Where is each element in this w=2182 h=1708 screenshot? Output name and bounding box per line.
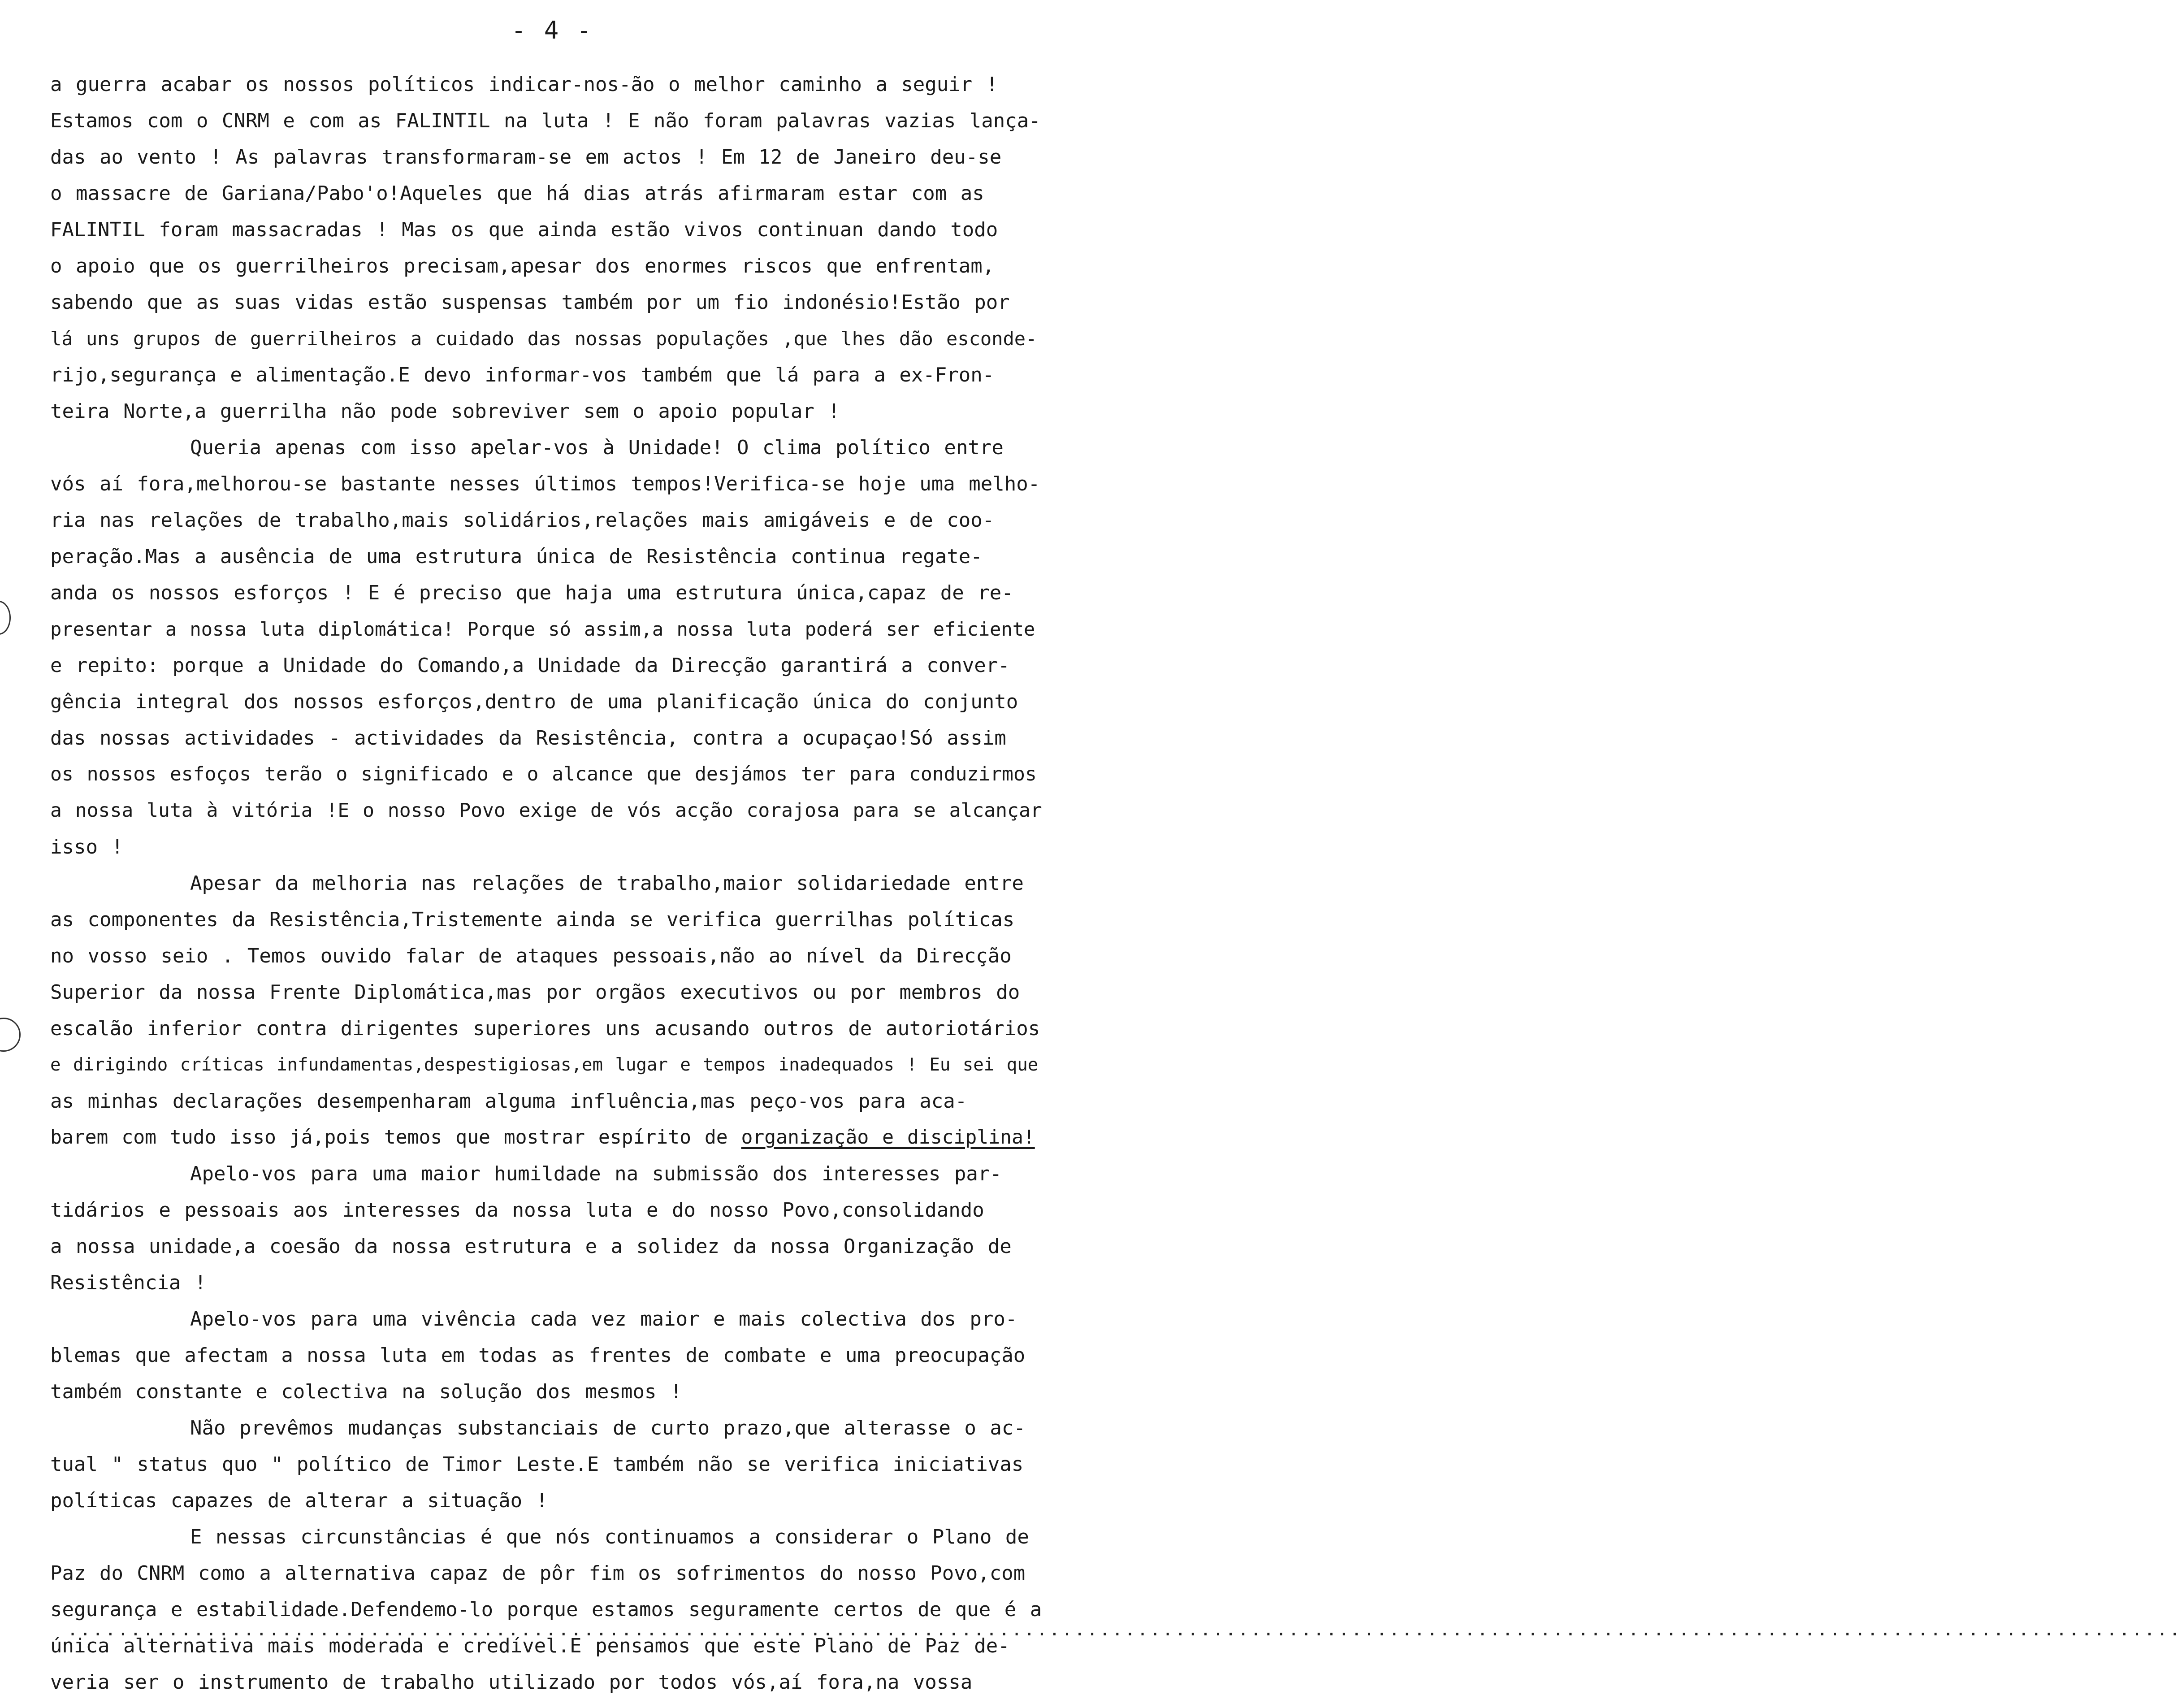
text-line-content: Superior da nossa Frente Diplomática,mas por orgãos executivos ou por membros do <box>50 981 1020 1004</box>
text-line-content: única alternativa mais moderada e credível.E pensamos que este Plano de Paz de- <box>50 1634 1010 1657</box>
text-line-content: e dirigindo críticas infundamentas,despestigiosas,em lugar e tempos inadequados ! Eu sei que <box>50 1055 1039 1075</box>
text-line-content: Apelo-vos para uma vivência cada vez maior e mais colectiva dos pro- <box>190 1308 1017 1331</box>
punch-hole-top <box>0 601 11 635</box>
text-line-content: vós aí fora,melhorou-se bastante nesses últimos tempos!Verifica-se hoje uma melho- <box>50 473 1040 495</box>
text-line <box>50 938 1045 974</box>
text-line-content: a nossa unidade,a coesão da nossa estrutura e a solidez da nossa Organização de <box>50 1235 1012 1258</box>
text-line-content: FALINTIL foram massacradas ! Mas os que ainda estão vivos continuan dando todo <box>50 218 998 241</box>
text-line-content: e repito: porque a Unidade do Comando,a Unidade da Direcção garantirá a conver- <box>50 654 1010 677</box>
text-line <box>50 1337 1045 1374</box>
text-line-content: presentar a nossa luta diplomática! Porque só assim,a nossa luta poderá ser eficiente <box>50 618 1035 640</box>
page-number: - 4 - <box>511 16 593 44</box>
text-line <box>50 756 1045 793</box>
text-line <box>50 1410 1045 1446</box>
text-line <box>50 1483 1045 1519</box>
text-line-content: blemas que afectam a nossa luta em todas as frentes de combate e uma preocupação <box>50 1344 1026 1367</box>
text-line <box>50 284 1045 321</box>
text-line <box>50 1047 1045 1083</box>
text-line-content: segurança e estabilidade.Defendemo-lo porque estamos seguramente certos de que é a <box>50 1598 1042 1621</box>
text-line-content: anda os nossos esforços ! E é preciso que haja uma estrutura única,capaz de re- <box>50 581 1013 604</box>
text-line <box>50 321 1045 357</box>
text-line <box>50 575 1045 611</box>
text-line <box>50 175 1045 212</box>
text-line-content: peração.Mas a ausência de uma estrutura única de Resistência continua regate- <box>50 545 983 568</box>
text-line <box>50 1374 1045 1410</box>
text-line <box>50 1119 1045 1156</box>
text-line <box>50 647 1045 684</box>
text-line-content: lá uns grupos de guerrilheiros a cuidado das nossas populações ,que lhes dão esconde- <box>50 328 1037 350</box>
text-line-content: Resistência ! <box>50 1271 207 1294</box>
text-line <box>50 1301 1045 1337</box>
text-line-content: o apoio que os guerrilheiros precisam,apesar dos enormes riscos que enfrentam, <box>50 255 995 277</box>
text-line <box>50 1083 1045 1119</box>
text-line-content: barem com tudo isso já,pois temos que mostrar espírito de <box>50 1126 741 1149</box>
text-line-content: Apesar da melhoria nas relações de trabalho,maior solidariedade entre <box>190 872 1024 895</box>
text-line-content: E nessas circunstâncias é que nós continuamos a considerar o Plano de <box>190 1526 1029 1548</box>
text-line-content: ria nas relações de trabalho,mais solidários,relações mais amigáveis e de coo- <box>50 509 995 532</box>
text-line-content: os nossos esfoços terão o significado e o alcance que desjámos ter para conduzirmos <box>50 763 1037 785</box>
text-line <box>50 248 1045 284</box>
text-line <box>50 66 1045 103</box>
text-line <box>50 502 1045 538</box>
text-line <box>50 974 1045 1010</box>
text-line <box>50 103 1045 139</box>
text-line <box>50 1664 1045 1700</box>
text-line-content: das ao vento ! As palavras transformaram-se em actos ! Em 12 de Janeiro deu-se <box>50 146 1002 169</box>
text-line-content: tidários e pessoais aos interesses da nossa luta e do nosso Povo,consolidando <box>50 1199 984 1222</box>
text-line <box>50 1228 1045 1265</box>
text-line <box>50 466 1045 502</box>
text-line <box>50 829 1045 865</box>
footer-dotted-rule: ........................................................................................................................................................................ <box>67 1619 2182 1640</box>
text-line <box>50 1265 1045 1301</box>
text-line-content: no vosso seio . Temos ouvido falar de ataques pessoais,não ao nível da Direcção <box>50 945 1012 967</box>
text-line <box>50 1010 1045 1047</box>
text-line <box>50 902 1045 938</box>
text-line-content: a guerra acabar os nossos políticos indicar-nos-ão o melhor caminho a seguir ! <box>50 73 998 96</box>
text-line-content: sabendo que as suas vidas estão suspensas também por um fio indonésio!Estão por <box>50 291 1010 314</box>
text-line-content: Queria apenas com isso apelar-vos à Unidade! O clima político entre <box>190 436 1004 459</box>
text-line-content: a nossa luta à vitória !E o nosso Povo exige de vós acção corajosa para se alcançar <box>50 799 1042 822</box>
text-line <box>50 1519 1045 1555</box>
underlined-phrase: organização e disciplina! <box>741 1126 1035 1149</box>
text-line-content: gência integral dos nossos esforços,dentro de uma planificação única do conjunto <box>50 690 1018 713</box>
text-line-content: teira Norte,a guerrilha não pode sobreviver sem o apoio popular ! <box>50 400 840 423</box>
text-line-content: tual " status quo " político de Timor Leste.E também não se verifica iniciativas <box>50 1453 1024 1476</box>
text-line <box>50 1192 1045 1228</box>
text-line <box>50 429 1045 466</box>
text-line-content: das nossas actividades - actividades da Resistência, contra a ocupaçao!Só assim <box>50 727 1006 750</box>
text-line <box>50 865 1045 902</box>
text-line-content: isso ! <box>50 836 123 858</box>
text-line <box>50 1156 1045 1192</box>
text-line <box>50 538 1045 575</box>
text-line <box>50 393 1045 429</box>
text-line-content: Estamos com o CNRM e com as FALINTIL na luta ! E não foram palavras vazias lança- <box>50 109 1041 132</box>
text-line <box>50 357 1045 393</box>
document-body <box>50 66 2182 1700</box>
punch-hole-bottom <box>0 1018 21 1052</box>
text-line-content: também constante e colectiva na solução dos mesmos ! <box>50 1380 682 1403</box>
text-line <box>50 611 1045 647</box>
text-line-content: políticas capazes de alterar a situação ! <box>50 1489 548 1512</box>
text-line <box>50 684 1045 720</box>
text-line-content: as componentes da Resistência,Tristemente ainda se verifica guerrilhas políticas <box>50 908 1015 931</box>
text-line <box>50 212 1045 248</box>
text-line-content: Apelo-vos para uma maior humildade na submissão dos interesses par- <box>190 1162 1002 1185</box>
text-line <box>50 139 1045 175</box>
text-line-content: veria ser o instrumento de trabalho utilizado por todos vós,aí fora,na vossa <box>50 1671 973 1694</box>
text-line <box>50 793 1045 829</box>
text-line-content: as minhas declarações desempenharam alguma influência,mas peço-vos para aca- <box>50 1090 967 1113</box>
text-line <box>50 1446 1045 1483</box>
text-line-content: rijo,segurança e alimentação.E devo informar-vos também que lá para a ex-Fron- <box>50 364 995 386</box>
text-line <box>50 1555 1045 1591</box>
text-line-content: Paz do CNRM como a alternativa capaz de pôr fim os sofrimentos do nosso Povo,com <box>50 1562 1026 1585</box>
text-line-content: escalão inferior contra dirigentes superiores uns acusando outros de autoriotários <box>50 1017 1040 1040</box>
text-line <box>50 720 1045 756</box>
text-line-content: Não prevêmos mudanças substanciais de curto prazo,que alterasse o ac- <box>190 1417 1026 1439</box>
text-line-content: o massacre de Gariana/Pabo'o!Aqueles que há dias atrás afirmaram estar com as <box>50 182 984 205</box>
